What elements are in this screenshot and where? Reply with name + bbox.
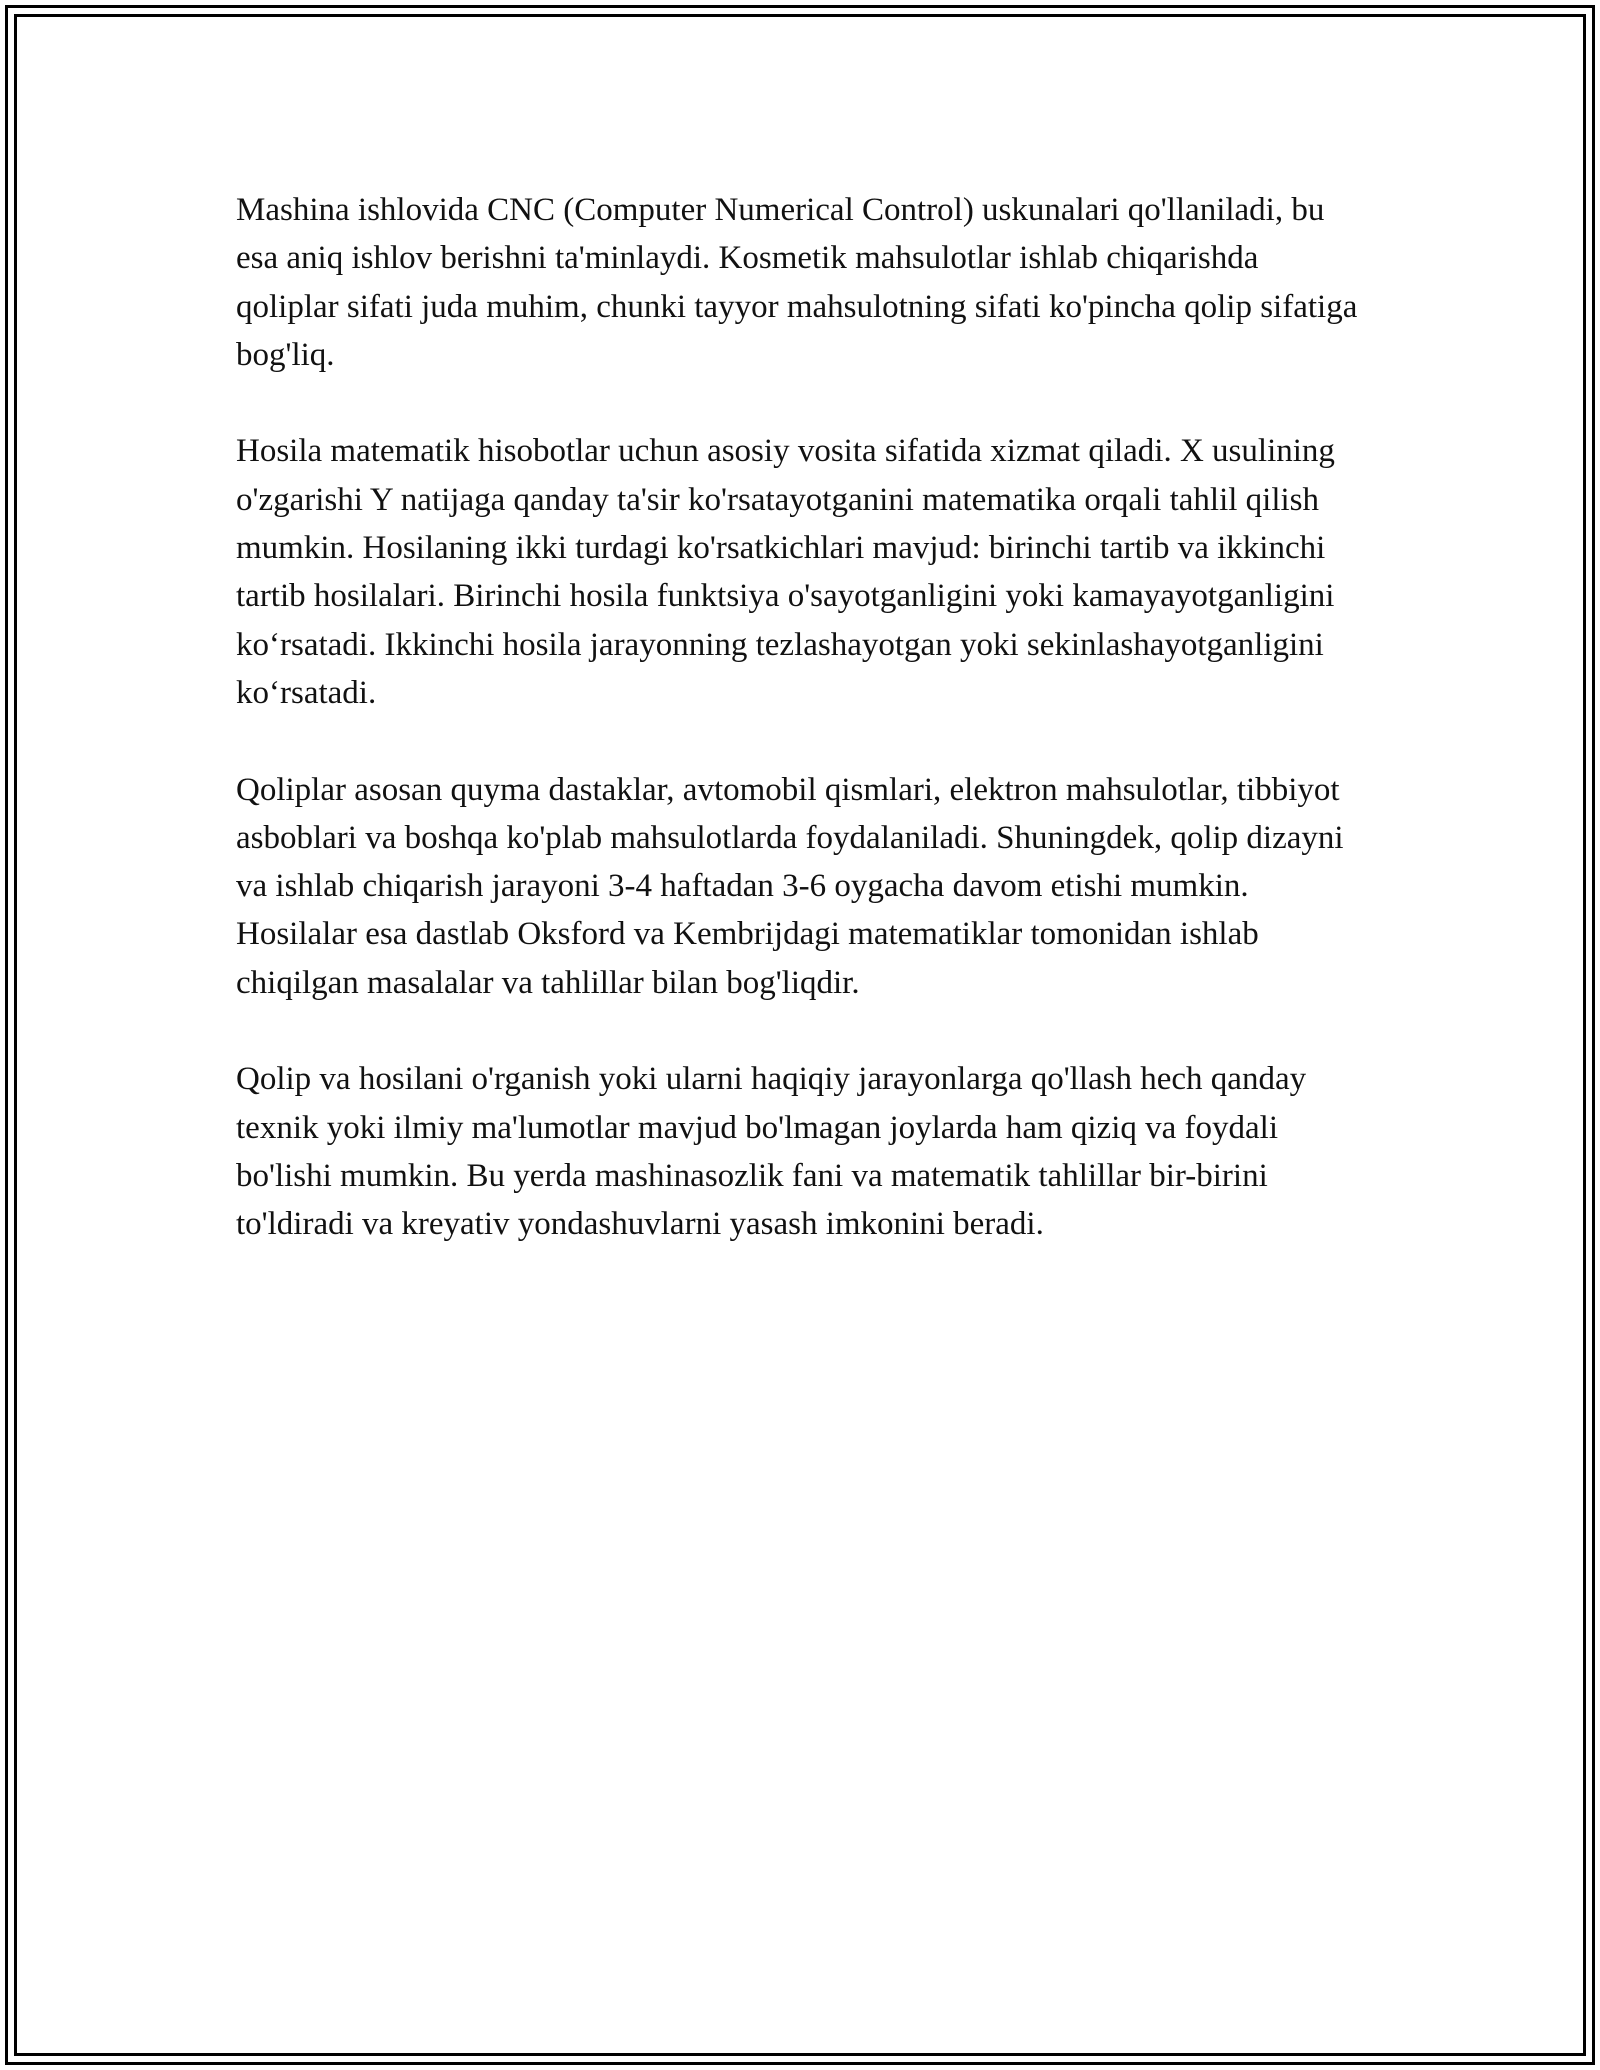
paragraph-mold-applications: Qoliplar asosan quyma dastaklar, avtomobil qismlari, elektron mahsulotlar, tibbiyot asboblari va boshqa ko'plab mahsulotlarda foydalaniladi. Shuningdek, qolip dizayni va ishlab chiqarish jarayoni 3-4 haftadan 3-6 oygacha davom etishi mumkin. Hosilalar esa dastlab Oksford va Kembrijdagi matematiklar tomonidan ishlab chiqilgan masalalar va tahlillar bilan bog'liqdir. xyxy=(236,771,1344,1001)
document-body xyxy=(236,186,1366,1297)
paragraph-derivatives: Hosila matematik hisobotlar uchun asosiy vosita sifatida xizmat qiladi. X usulining o'zgarishi Y natijaga qanday ta'sir ko'rsatayotganini matematika orqali tahlil qilish mumkin. Hosilaning ikki turdagi ko'rsatkichlari mavjud: birinchi tartib va ikkinchi tartib hosilalari. Birinchi hosila funktsiya o'sayotganligini yoki kamayayotganligini ko‘rsatadi. Ikkinchi hosila jarayonning tezlashayotgan yoki sekinlashayotganligini ko‘rsatadi. xyxy=(236,433,1335,711)
paragraph-cnc-molds: Mashina ishlovida CNC (Computer Numerical Control) uskunalari qo'llaniladi, bu esa aniq ishlov berishni ta'minlaydi. Kosmetik mahsulotlar ishlab chiqarishda qoliplar sifati juda muhim, chunki tayyor mahsulotning sifati ko'pincha qolip sifatiga bog'liq. xyxy=(236,192,1358,373)
paragraph-conclusion: Qolip va hosilani o'rganish yoki ularni haqiqiy jarayonlarga qo'llash hech qanday texnik yoki ilmiy ma'lumotlar mavjud bo'lmagan joylarda ham qiziq va foydali bo'lishi mumkin. Bu yerda mashinasozlik fani va matematik tahlillar bir-birini to'ldiradi va kreyativ yondashuvlarni yasash imkonini beradi. xyxy=(236,1061,1307,1243)
